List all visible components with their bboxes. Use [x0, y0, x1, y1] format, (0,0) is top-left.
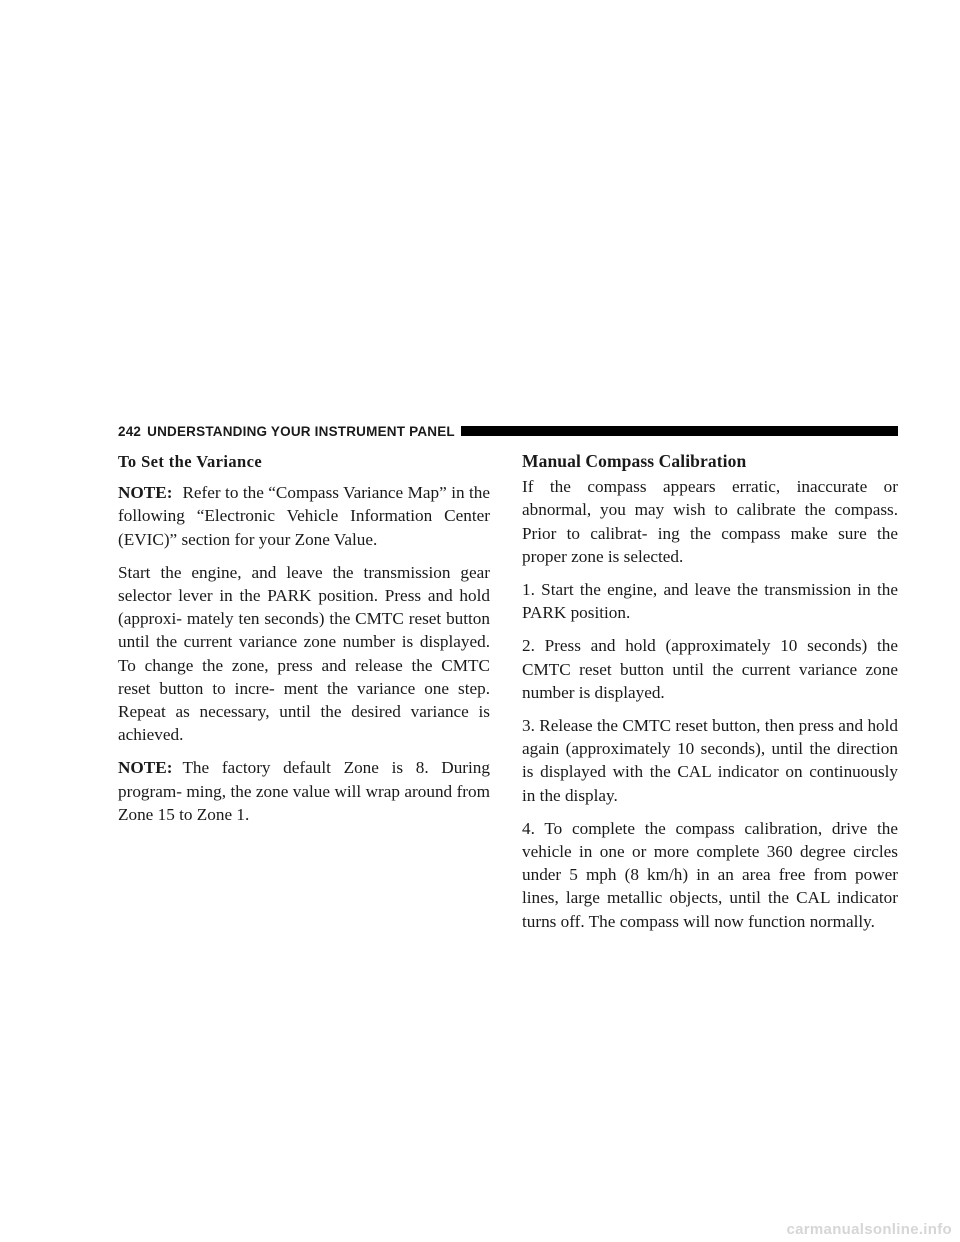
calibration-intro: If the compass appears erratic, inaccurate or abnormal, you may wish to calibrate the compass. Prior to calibrat- ing the compass make sure the proper zone is selected. — [522, 477, 898, 566]
note-label: NOTE: — [118, 483, 173, 503]
calibration-step: 4. To complete the compass calibration, drive the vehicle in one or more complete 360 degree circles under 5 mph (8 km/h) in an area free from power lines, large metallic objects, until the CAL indicator turns off. The compass will now function normally. — [522, 818, 898, 931]
right-column — [522, 450, 898, 943]
left-column — [118, 450, 490, 836]
note-text: Refer to the “Compass Variance Map” in the following “Electronic Vehicle Information Center (EVIC)” section for your Zone Value. — [118, 483, 490, 549]
note-zone-value — [118, 481, 490, 551]
calibration-step: 3. Release the CMTC reset button, then press and hold again (approximately 10 seconds), until the direction is displayed with the CAL indicator on continuously in the display. — [522, 716, 898, 805]
page-header — [118, 421, 898, 441]
section-title: UNDERSTANDING YOUR INSTRUMENT PANEL — [147, 423, 455, 439]
note-text: The factory default Zone is 8. During program- ming, the zone value will wrap around from Zone 15 to Zone 1. — [118, 758, 490, 824]
variance-instructions: Start the engine, and leave the transmission gear selector lever in the PARK position. Press and hold (approxi- mately ten seconds) the CMTC reset button until the current variance zone number is displayed. To change the zone, press and release the CMTC reset button to incre- ment the variance one step. Repeat as necessary, until the desired variance is achieved. — [118, 562, 490, 745]
note-label: NOTE: — [118, 758, 173, 778]
page-number: 242 — [118, 423, 142, 439]
variance-heading: To Set the Variance — [118, 452, 263, 471]
header-rule — [461, 426, 898, 436]
calibration-heading: Manual Compass Calibration — [522, 451, 747, 471]
note-default-zone — [118, 756, 490, 826]
watermark: carmanualsonline.info — [786, 1221, 952, 1238]
calibration-step: 1. Start the engine, and leave the transmission in the PARK position. — [522, 580, 898, 623]
calibration-step: 2. Press and hold (approximately 10 seconds) the CMTC reset button until the current variance zone number is displayed. — [522, 636, 898, 702]
